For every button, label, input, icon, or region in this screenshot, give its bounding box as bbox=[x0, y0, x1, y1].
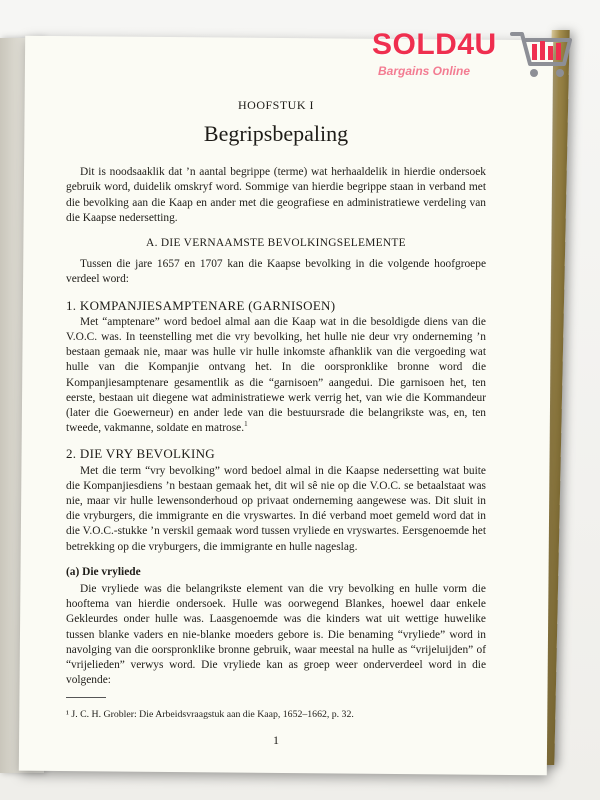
section-1-body: Met “amptenare” word bedoel almal aan die Kaap wat in die besoldigde diens van die V.O.C. was. In teenstelling met die vry bevolking, het hulle nie deur vry onderneming ’n bestaan gemaak nie, maar was hulle vir hulle inkomste afhanklik van die vergoeding wat hulle van die Kompanjie ontvang het. In die oorspronklike bronne word die Kompanjiesamptenare gesamentlik as die “garnisoen” aangedui. Die garnisoen het, ten eerste, bestaan uit diegene wat administratiewe werk verrig het, van wie die Kommandeur (later die Goewerneur) en ander lede van die bestuursrade die belangrikste was, en, ten tweede, vakmanne, soldate en matrose. bbox=[66, 315, 486, 435]
section-a-heading: A. DIE VERNAAMSTE BEVOLKINGSELEMENTE bbox=[146, 237, 406, 250]
chapter-heading: HOOFSTUK I bbox=[237, 98, 314, 112]
section-1-text bbox=[66, 315, 486, 437]
watermark-tagline: Bargains Online bbox=[378, 64, 471, 78]
seller-watermark bbox=[372, 28, 582, 88]
section-1-heading: 1. KOMPANJIESAMPTENARE (GARNISOEN) bbox=[66, 297, 336, 313]
section-2-text: Met die term “vry bevolking” word bedoel almal in die Kaapse nedersetting wat buite die Kompanjiesdiens ’n bestaan gemaak het, dit wil sê nie op die V.O.C. se betaalstaat was nie, maar vir hulle lewensonderhoud op privaat onderneming aangewese was. Dit sluit in die vryburgers, die immigrante en die vryswartes. In dié verband moet gemeld word dat in die V.O.C.-stukke ’n verskil gemaak word tussen vryliede en vryswartes. Eersgenoemde het betrekking op die vryburgers, die immigrante en hulle nageslag. bbox=[66, 464, 486, 553]
subsection-a-heading: (a) Die vryliede bbox=[66, 565, 141, 578]
footnote-marker: 1 bbox=[244, 420, 248, 429]
page-title: Begripsbepaling bbox=[203, 121, 349, 147]
subsection-a-text: Die vryliede was die belangrikste element van die vry bevolking en hulle vorm die hooftema van hierdie ondersoek. Hulle was oorwegend Blankes, hoewel daar enkele Gekleurdes onder hulle was. Laasgenoemde was die kinders wat uit wettige huwelike tussen blanke vaders en nie-blanke moeders gebore is. Die benaming “vryliede” word in navolging van die oorspronklike bronne gebruik, waar meestal na hulle as “vrijeluijden” of “vrijelieden” verwys word. Die vryliede kan as groep weer onderverdeel word in die volgende: bbox=[66, 583, 486, 687]
shopping-cart-icon bbox=[510, 28, 572, 80]
footnote-divider bbox=[66, 697, 106, 698]
section-a-intro: Tussen die jare 1657 en 1707 kan die Kaapse bevolking in die volgende hoofgroepe verdeel word: bbox=[66, 258, 486, 286]
footnote: ¹ J. C. H. Grobler: Die Arbeidsvraagstuk aan die Kaap, 1652–1662, p. 32. bbox=[66, 708, 354, 720]
intro-paragraph: Dit is noodsaaklik dat ’n aantal begrippe (terme) wat herhaaldelik in hierdie ondersoek gebruik word, duidelik omskryf word. Sommige van hierdie begrippe staan in verband met die bevolking aan die Kaap en ander met die geografiese en administratiewe verdeling van die Kaapse nedersetting. bbox=[66, 166, 486, 224]
page-number: 1 bbox=[273, 732, 279, 747]
watermark-brand: SOLD4U bbox=[372, 28, 497, 61]
page-content bbox=[66, 98, 486, 748]
section-2-heading: 2. DIE VRY BEVOLKING bbox=[66, 446, 215, 462]
